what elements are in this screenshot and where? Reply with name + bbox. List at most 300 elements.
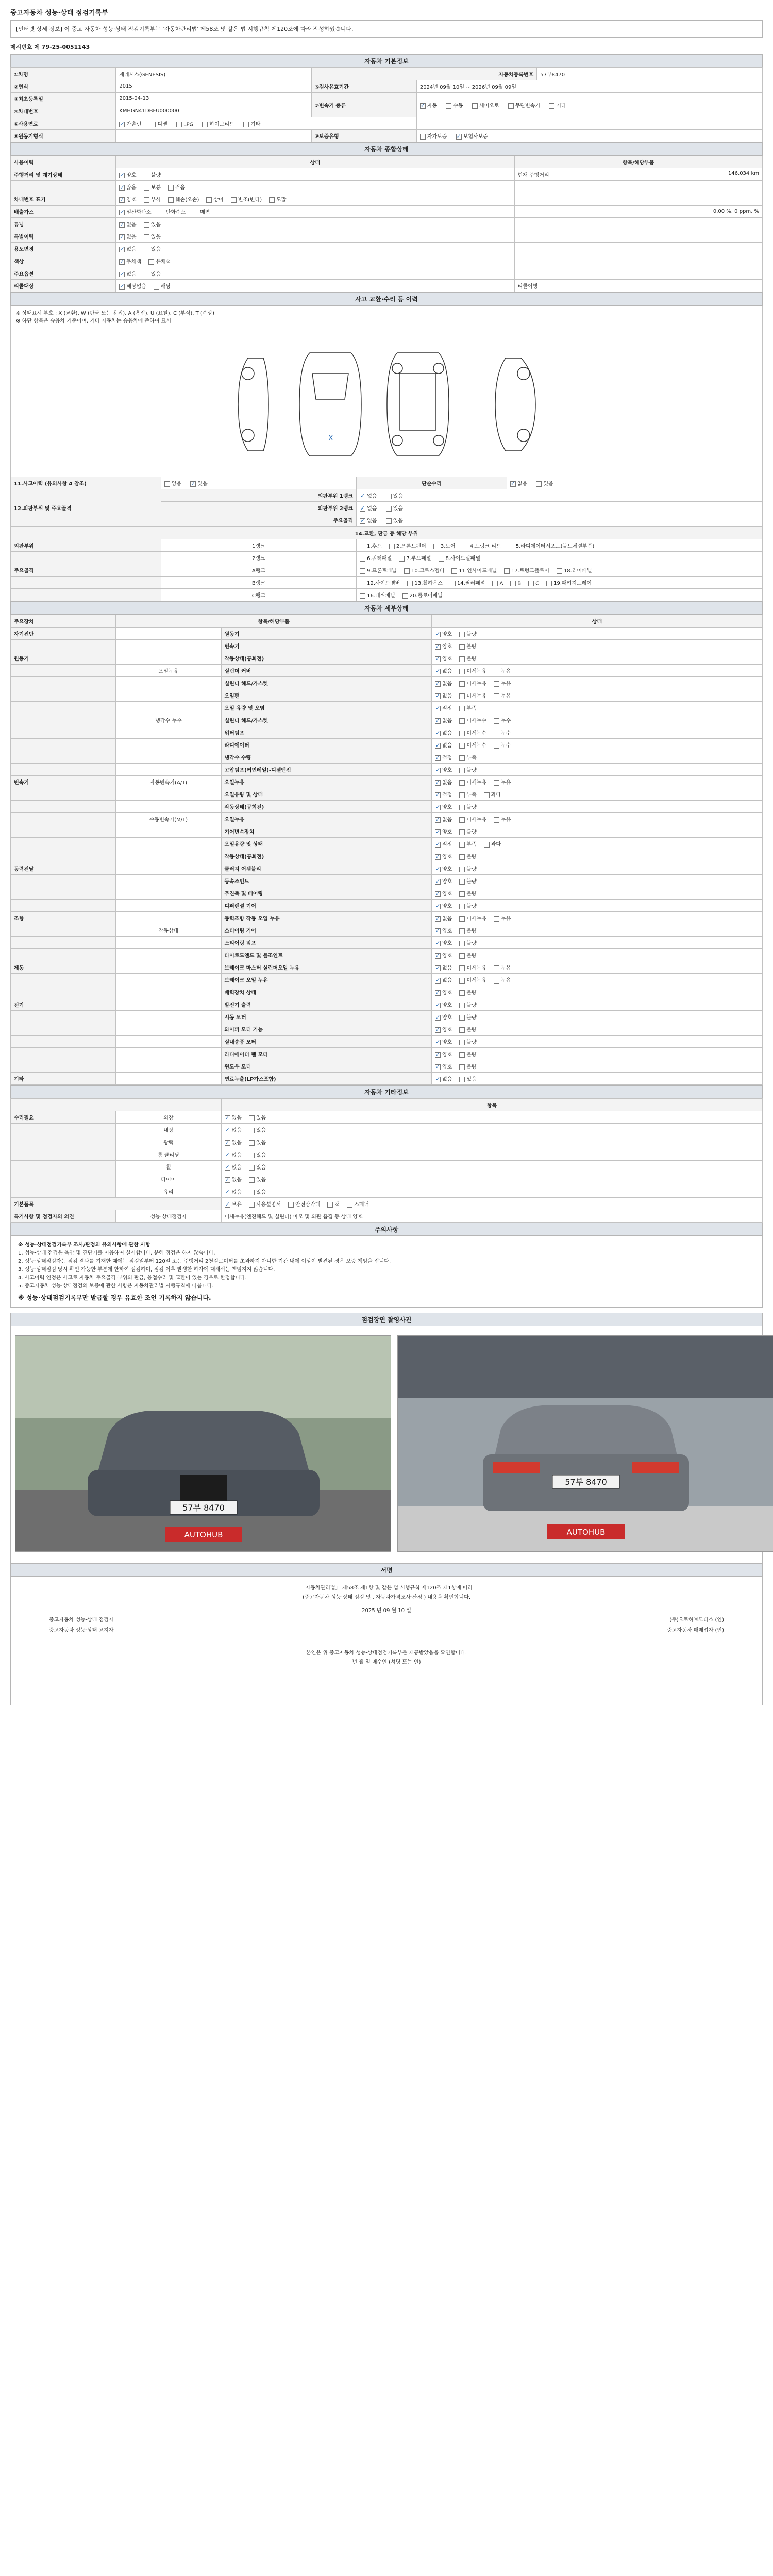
detail-option-check[interactable] [459, 805, 465, 810]
parts-item-check[interactable] [360, 544, 365, 549]
basic-info-table [10, 67, 763, 142]
detail-option-check[interactable] [459, 706, 465, 711]
extra-option-check[interactable] [225, 1128, 230, 1133]
extra-option-check[interactable] [225, 1190, 230, 1195]
general-option-check[interactable] [193, 210, 198, 215]
accident-none-check[interactable] [164, 481, 170, 487]
detail-sub [116, 1073, 221, 1085]
general-option-check[interactable] [231, 197, 237, 203]
detail-option-check[interactable] [435, 681, 441, 687]
detail-item: 라디에이터 [221, 739, 432, 751]
buyer-fields[interactable]: 년 월 일 매수인 (서명 또는 인) [352, 1659, 421, 1665]
extra-item: 룸 클리닝 [116, 1148, 221, 1161]
detail-options: ✓ 없음 미세누수 누수 [432, 714, 763, 726]
general-row-options: ✓ 해당없음 해당 [116, 280, 514, 292]
parts-items: 9.프론트패널 10.크로스멤버 11.인사이드패널 17.트렁크플로어 18.리어패널 [357, 564, 763, 577]
detail-sub [116, 986, 221, 998]
parts-item-check[interactable] [399, 556, 405, 562]
detail-option-check[interactable] [459, 755, 465, 761]
parts-item-check[interactable] [463, 544, 468, 549]
detail-item: 오일유량 및 상태 [221, 788, 432, 801]
general-row [11, 168, 763, 181]
parts-item-check[interactable] [360, 593, 365, 599]
validity-value: 2024년 09월 10일 ~ 2026년 09월 09일 [416, 80, 762, 93]
detail-option-check[interactable] [459, 941, 465, 946]
general-row-options: ✓ 일산화탄소 탄화수소 매연 [116, 206, 514, 218]
detail-option-check[interactable] [459, 1027, 465, 1033]
parts-item-check[interactable] [557, 568, 562, 574]
parts-item-check[interactable] [389, 544, 395, 549]
detail-row [11, 628, 763, 640]
car-side-left [239, 358, 268, 451]
detail-row [11, 689, 763, 702]
detail-options: ✓ 적정 부족 [432, 751, 763, 764]
general-option-check[interactable] [144, 173, 149, 178]
detail-group [11, 1023, 116, 1036]
detail-option-check[interactable] [494, 978, 499, 984]
detail-sub [116, 887, 221, 900]
detail-option-check[interactable] [435, 879, 441, 885]
general-option-check[interactable] [159, 210, 164, 215]
parts-item-check[interactable] [404, 568, 410, 574]
accident-table: 11.사고이력 (유의사항 4 참조) 없음 ✓ 있음 단순수리 ✓ 없음 있음 12.외판부위 및 주요골격 외판부위 1랭크 ✓ 없음 있음 외판부위 2랭크 ✓ 없음 있음 주요골격 ✓ 없음 있음 [10, 477, 763, 527]
detail-col-state: 상태 [432, 615, 763, 628]
extra-option-check[interactable] [249, 1140, 255, 1146]
general-row [11, 218, 763, 230]
detail-option-check[interactable] [435, 644, 441, 650]
general-option-check[interactable] [269, 197, 275, 203]
warranty-options: 자가보증 ✓ 보험사보증 [416, 130, 762, 142]
tools-options: ✓ 보유 사용설명서 안전삼각대 잭 스패너 [221, 1198, 763, 1210]
extra-group [11, 1161, 116, 1173]
general-option-check[interactable] [119, 185, 125, 191]
detail-item: 추진축 및 베어링 [221, 887, 432, 900]
detail-options: ✓ 양호 불량 [432, 900, 763, 912]
tools-option-check[interactable] [249, 1202, 255, 1208]
car-side-right [495, 358, 535, 451]
detail-option-check[interactable] [459, 1077, 465, 1082]
detail-option-check[interactable] [459, 656, 465, 662]
detail-option-check[interactable] [435, 1015, 441, 1021]
detail-option-check[interactable] [494, 681, 499, 687]
detail-option-check[interactable] [435, 1003, 441, 1008]
detail-option-check[interactable] [459, 891, 465, 897]
tools-option-check[interactable] [225, 1202, 230, 1208]
trans-semi-check[interactable] [472, 103, 478, 109]
parts-item-check[interactable] [360, 581, 365, 586]
detail-option-check[interactable] [435, 706, 441, 711]
car-outline-illustration [227, 343, 547, 466]
trans-auto-check[interactable] [420, 103, 426, 109]
general-row-label: 특별이력 [11, 230, 116, 243]
detail-options: ✓ 없음 미세누수 누수 [432, 726, 763, 739]
detail-row [11, 640, 763, 652]
general-col-note: 항목/해당부품 [514, 156, 762, 168]
detail-option-check[interactable] [435, 669, 441, 674]
outer2-yes-check[interactable] [386, 506, 392, 512]
general-row-note [514, 181, 762, 193]
detail-option-check[interactable] [435, 965, 441, 971]
general-option-check[interactable] [119, 272, 125, 277]
detail-row [11, 665, 763, 677]
detail-option-check[interactable] [435, 854, 441, 860]
parts-item-check[interactable] [360, 556, 365, 562]
general-option-check[interactable] [144, 197, 149, 203]
detail-group [11, 949, 116, 961]
detail-option-check[interactable] [459, 768, 465, 773]
trans-etc-check[interactable] [549, 103, 554, 109]
detail-option-check[interactable] [459, 792, 465, 798]
extra-option-check[interactable] [249, 1190, 255, 1195]
detail-options: ✓ 없음 미세누유 누유 [432, 689, 763, 702]
detail-option-check[interactable] [459, 842, 465, 848]
detail-options: ✓ 양호 불량 [432, 640, 763, 652]
detail-group [11, 813, 116, 825]
detail-option-check[interactable] [459, 953, 465, 959]
detail-option-check[interactable] [459, 669, 465, 674]
detail-option-check[interactable] [459, 1064, 465, 1070]
parts-item-check[interactable] [546, 581, 552, 586]
general-option-check[interactable] [119, 259, 125, 265]
detail-option-check[interactable] [459, 928, 465, 934]
detail-option-check[interactable] [435, 780, 441, 786]
parts-item-check[interactable] [433, 544, 439, 549]
detail-option-check[interactable] [435, 817, 441, 823]
basic-info-title: 자동차 기본정보 [10, 54, 763, 67]
general-option-check[interactable] [206, 197, 212, 203]
detail-option-check[interactable] [459, 718, 465, 724]
extra-option-check[interactable] [225, 1153, 230, 1158]
detail-sub [116, 652, 221, 665]
general-row-label [11, 181, 116, 193]
detail-sub [116, 1060, 221, 1073]
detail-option-check[interactable] [435, 743, 441, 749]
detail-option-check[interactable] [459, 817, 465, 823]
detail-option-check[interactable] [459, 780, 465, 786]
parts-rank: 1랭크 [161, 539, 356, 552]
detail-option-check[interactable] [459, 916, 465, 922]
general-option-check[interactable] [119, 284, 125, 290]
parts-item-check[interactable] [492, 581, 498, 586]
general-row-note [514, 243, 762, 255]
parts-item-check[interactable] [509, 544, 514, 549]
detail-option-check[interactable] [435, 1052, 441, 1058]
detail-option-check[interactable] [459, 879, 465, 885]
caution-line: 1. 성능·상태 점검은 육안 및 진단기를 이용하여 실시합니다. 분해 점검은 하지 않습니다. [18, 1250, 215, 1256]
general-row-label: 주요옵션 [11, 267, 116, 280]
detail-sub [116, 628, 221, 640]
detail-option-check[interactable] [494, 693, 499, 699]
detail-group: 기타 [11, 1073, 116, 1085]
detail-group [11, 986, 116, 998]
detail-option-check[interactable] [459, 1003, 465, 1008]
detail-options: ✓ 양호 불량 [432, 924, 763, 937]
detail-option-check[interactable] [484, 792, 490, 798]
general-option-check[interactable] [168, 197, 174, 203]
general-option-check[interactable] [119, 197, 125, 203]
parts-item-check[interactable] [402, 593, 408, 599]
detail-option-check[interactable] [459, 904, 465, 909]
detail-option-check[interactable] [494, 965, 499, 971]
detail-group [11, 677, 116, 689]
detail-option-check[interactable] [459, 854, 465, 860]
general-option-check[interactable] [119, 222, 125, 228]
detail-options: ✓ 없음 미세누유 누유 [432, 961, 763, 974]
detail-item: 브레이크 마스터 실린더오일 누유 [221, 961, 432, 974]
extra-option-check[interactable] [225, 1177, 230, 1183]
detail-sub: 냉각수 누수 [116, 714, 221, 726]
extra-option-check[interactable] [249, 1177, 255, 1183]
detail-option-check[interactable] [435, 792, 441, 798]
fuel-hybrid-check[interactable] [202, 122, 208, 127]
svg-text:X: X [328, 434, 333, 443]
detail-option-check[interactable] [435, 805, 441, 810]
detail-option-check[interactable] [459, 1052, 465, 1058]
general-option-check[interactable] [144, 222, 149, 228]
detail-item: 오일 유량 및 오염 [221, 702, 432, 714]
frame-none-check[interactable] [360, 518, 365, 524]
parts-items: 1.후드 2.프론트펜더 3.도어 4.트렁크 리드 5.라디에이터서포트(볼트체결부품) [357, 539, 763, 552]
detail-option-check[interactable] [459, 978, 465, 984]
detail-option-check[interactable] [459, 743, 465, 749]
detail-sub [116, 702, 221, 714]
inspector-sign[interactable]: (주)오토허브모터스 (인) [669, 1617, 724, 1623]
accident-history-label: 11.사고이력 (유의사항 4 참조) [11, 477, 161, 489]
detail-option-check[interactable] [435, 990, 441, 996]
parts-item-check[interactable] [407, 581, 413, 586]
signature-section [10, 1563, 763, 1577]
extra-option-check[interactable] [225, 1140, 230, 1146]
year-label: ②연식 [11, 80, 116, 93]
general-option-check[interactable] [119, 210, 125, 215]
extra-item: 외장 [116, 1111, 221, 1124]
detail-option-check[interactable] [435, 904, 441, 909]
tools-label: 기본품목 [11, 1198, 222, 1210]
detail-option-check[interactable] [459, 1040, 465, 1045]
detail-item: 작동상태(공회전) [221, 801, 432, 813]
detail-option-check[interactable] [494, 718, 499, 724]
detail-sub [116, 640, 221, 652]
detail-option-check[interactable] [435, 916, 441, 922]
general-option-check[interactable] [144, 272, 149, 277]
general-option-check[interactable] [154, 284, 159, 290]
trans-cvt-check[interactable] [508, 103, 514, 109]
outer2-none-check[interactable] [360, 506, 365, 512]
detail-item: 냉각수 수량 [221, 751, 432, 764]
parts-item-check[interactable] [439, 556, 444, 562]
detail-group: 자기진단 [11, 628, 116, 640]
parts-side [11, 552, 161, 564]
detail-row [11, 1023, 763, 1036]
detail-option-check[interactable] [435, 768, 441, 773]
detail-option-check[interactable] [459, 644, 465, 650]
detail-option-check[interactable] [494, 743, 499, 749]
detail-option-check[interactable] [435, 656, 441, 662]
extra-option-check[interactable] [225, 1115, 230, 1121]
general-option-check[interactable] [148, 259, 154, 265]
warranty-label: ⑨보증유형 [311, 130, 416, 142]
extra-group [11, 1185, 116, 1198]
general-option-check[interactable] [144, 247, 149, 252]
detail-option-check[interactable] [435, 953, 441, 959]
car-frame-view [387, 353, 449, 456]
detail-option-check[interactable] [435, 867, 441, 872]
detail-options: ✓ 없음 미세누유 누유 [432, 776, 763, 788]
simple-repair-none-check[interactable] [510, 481, 516, 487]
parts-item-check[interactable] [450, 581, 456, 586]
warranty-insurer-check[interactable] [456, 134, 462, 140]
detail-option-check[interactable] [435, 842, 441, 848]
extra-option-check[interactable] [249, 1128, 255, 1133]
extra-row [11, 1111, 763, 1124]
general-state-title: 자동차 종합상태 [10, 142, 763, 156]
parts-row [11, 589, 763, 601]
signature-box [10, 1577, 763, 1705]
detail-group: 전기 [11, 998, 116, 1011]
tools-option-check[interactable] [288, 1202, 294, 1208]
general-option-check[interactable] [119, 247, 125, 252]
parts-item-check[interactable] [451, 568, 457, 574]
detail-row [11, 1011, 763, 1023]
dealer-sign[interactable]: 중고자동차 매매업자 (인) [667, 1628, 724, 1633]
frame-yes-check[interactable] [386, 518, 392, 524]
detail-option-check[interactable] [435, 1027, 441, 1033]
detail-row [11, 887, 763, 900]
fuel-lpg-check[interactable] [176, 122, 182, 127]
warranty-self-check[interactable] [420, 134, 426, 140]
detail-group [11, 788, 116, 801]
extra-option-check[interactable] [225, 1165, 230, 1171]
extra-col-item: 항목 [221, 1099, 763, 1111]
general-row-options: ✓ 양호 불량 [116, 168, 514, 181]
detail-option-check[interactable] [435, 891, 441, 897]
parts-item-check[interactable] [528, 581, 534, 586]
fuel-etc-check[interactable] [243, 122, 249, 127]
trans-manual-check[interactable] [446, 103, 451, 109]
extra-option-check[interactable] [249, 1153, 255, 1158]
rear-plate-text: 57부 8470 [565, 1477, 607, 1487]
accident-yes-check[interactable] [190, 481, 196, 487]
tools-option-check[interactable] [327, 1202, 333, 1208]
detail-option-check[interactable] [484, 842, 490, 848]
detail-option-check[interactable] [459, 965, 465, 971]
detail-group: 조향 [11, 912, 116, 924]
general-option-check[interactable] [119, 234, 125, 240]
general-row-options: ✓ 무채색 유채색 [116, 255, 514, 267]
detail-sub [116, 998, 221, 1011]
detail-option-check[interactable] [435, 731, 441, 736]
detail-option-check[interactable] [459, 731, 465, 736]
extra-option-check[interactable] [249, 1115, 255, 1121]
detail-option-check[interactable] [459, 681, 465, 687]
extra-item: 휠 [116, 1161, 221, 1173]
detail-option-check[interactable] [435, 928, 441, 934]
caution-line: 2. 성능·상태점검자는 점검 결과를 기재한 때에는 점검일부터 120일 또는 주행거리 2천킬로미터를 초과하지 아니한 기간 내에 이상이 발견된 경우 보증 책임을 집니다. [18, 1259, 391, 1264]
detail-item: 실린더 헤드/가스켓 [221, 714, 432, 726]
detail-option-check[interactable] [435, 1040, 441, 1045]
detail-options: ✓ 양호 불량 [432, 1036, 763, 1048]
general-option-check[interactable] [119, 173, 125, 178]
parts-item-check[interactable] [360, 568, 365, 574]
detail-option-check[interactable] [459, 990, 465, 996]
parts-item-check[interactable] [510, 581, 516, 586]
general-option-check[interactable] [168, 185, 174, 191]
tools-option-check[interactable] [347, 1202, 352, 1208]
detail-option-check[interactable] [435, 632, 441, 637]
fuel-gasoline-check[interactable] [119, 122, 125, 127]
transmission-options: ✓ 자동 수동 세미오토 무단변속기 기타 [416, 93, 762, 117]
accident-legend: ※ 상태표시 부호 : X (교환), W (판금 또는 용접), A (흠집), U (요철), C (부식), T (손상) ※ 하단 항목은 승용차 기준이며, 기타 자동차는 승용차에 준하여 표시 [10, 306, 763, 327]
document-number [10, 43, 763, 51]
general-row [11, 267, 763, 280]
simple-repair-yes-check[interactable] [536, 481, 542, 487]
detail-option-check[interactable] [435, 978, 441, 984]
detail-group [11, 801, 116, 813]
detail-option-check[interactable] [494, 780, 499, 786]
parts-row [11, 539, 763, 552]
extra-option-check[interactable] [249, 1165, 255, 1171]
general-option-check[interactable] [144, 185, 149, 191]
detail-options: ✓ 없음 미세누수 누수 [432, 739, 763, 751]
outer1-yes-check[interactable] [386, 494, 392, 499]
detail-item: 오일누유 [221, 776, 432, 788]
detail-option-check[interactable] [435, 1064, 441, 1070]
detail-sub: 오일누유 [116, 665, 221, 677]
detail-sub [116, 974, 221, 986]
detail-row [11, 850, 763, 862]
extra-options: ✓ 없음 있음 [221, 1124, 763, 1136]
detail-row [11, 652, 763, 665]
detail-item: 원동기 [221, 628, 432, 640]
caution-section [10, 1223, 763, 1236]
detail-option-check[interactable] [435, 693, 441, 699]
detail-option-check[interactable] [494, 916, 499, 922]
photos-box [10, 1326, 763, 1563]
detail-group [11, 1048, 116, 1060]
extra-row [11, 1136, 763, 1148]
opinion-row [11, 1210, 763, 1223]
fuel-diesel-check[interactable] [150, 122, 156, 127]
detail-row [11, 739, 763, 751]
extra-options: ✓ 없음 있음 [221, 1148, 763, 1161]
general-option-check[interactable] [144, 234, 149, 240]
detail-option-check[interactable] [459, 1015, 465, 1021]
detail-option-check[interactable] [435, 829, 441, 835]
year-value: 2015 [116, 80, 311, 93]
detail-option-check[interactable] [435, 1077, 441, 1082]
detail-option-check[interactable] [435, 718, 441, 724]
detail-option-check[interactable] [494, 669, 499, 674]
parts-label: 14.교환, 판금 등 해당 부위 [11, 527, 763, 539]
outer1-none-check[interactable] [360, 494, 365, 499]
detail-option-check[interactable] [459, 632, 465, 637]
parts-item-check[interactable] [504, 568, 510, 574]
general-row [11, 243, 763, 255]
detail-item: 윈도우 모터 [221, 1060, 432, 1073]
detail-sub [116, 961, 221, 974]
detail-option-check[interactable] [435, 755, 441, 761]
detail-option-check[interactable] [459, 829, 465, 835]
detail-option-check[interactable] [494, 817, 499, 823]
detail-option-check[interactable] [435, 941, 441, 946]
detail-group [11, 726, 116, 739]
detail-option-check[interactable] [459, 693, 465, 699]
detail-option-check[interactable] [459, 867, 465, 872]
general-row-note [514, 280, 762, 292]
general-row [11, 280, 763, 292]
detail-option-check[interactable] [494, 731, 499, 736]
extra-item: 광택 [116, 1136, 221, 1148]
